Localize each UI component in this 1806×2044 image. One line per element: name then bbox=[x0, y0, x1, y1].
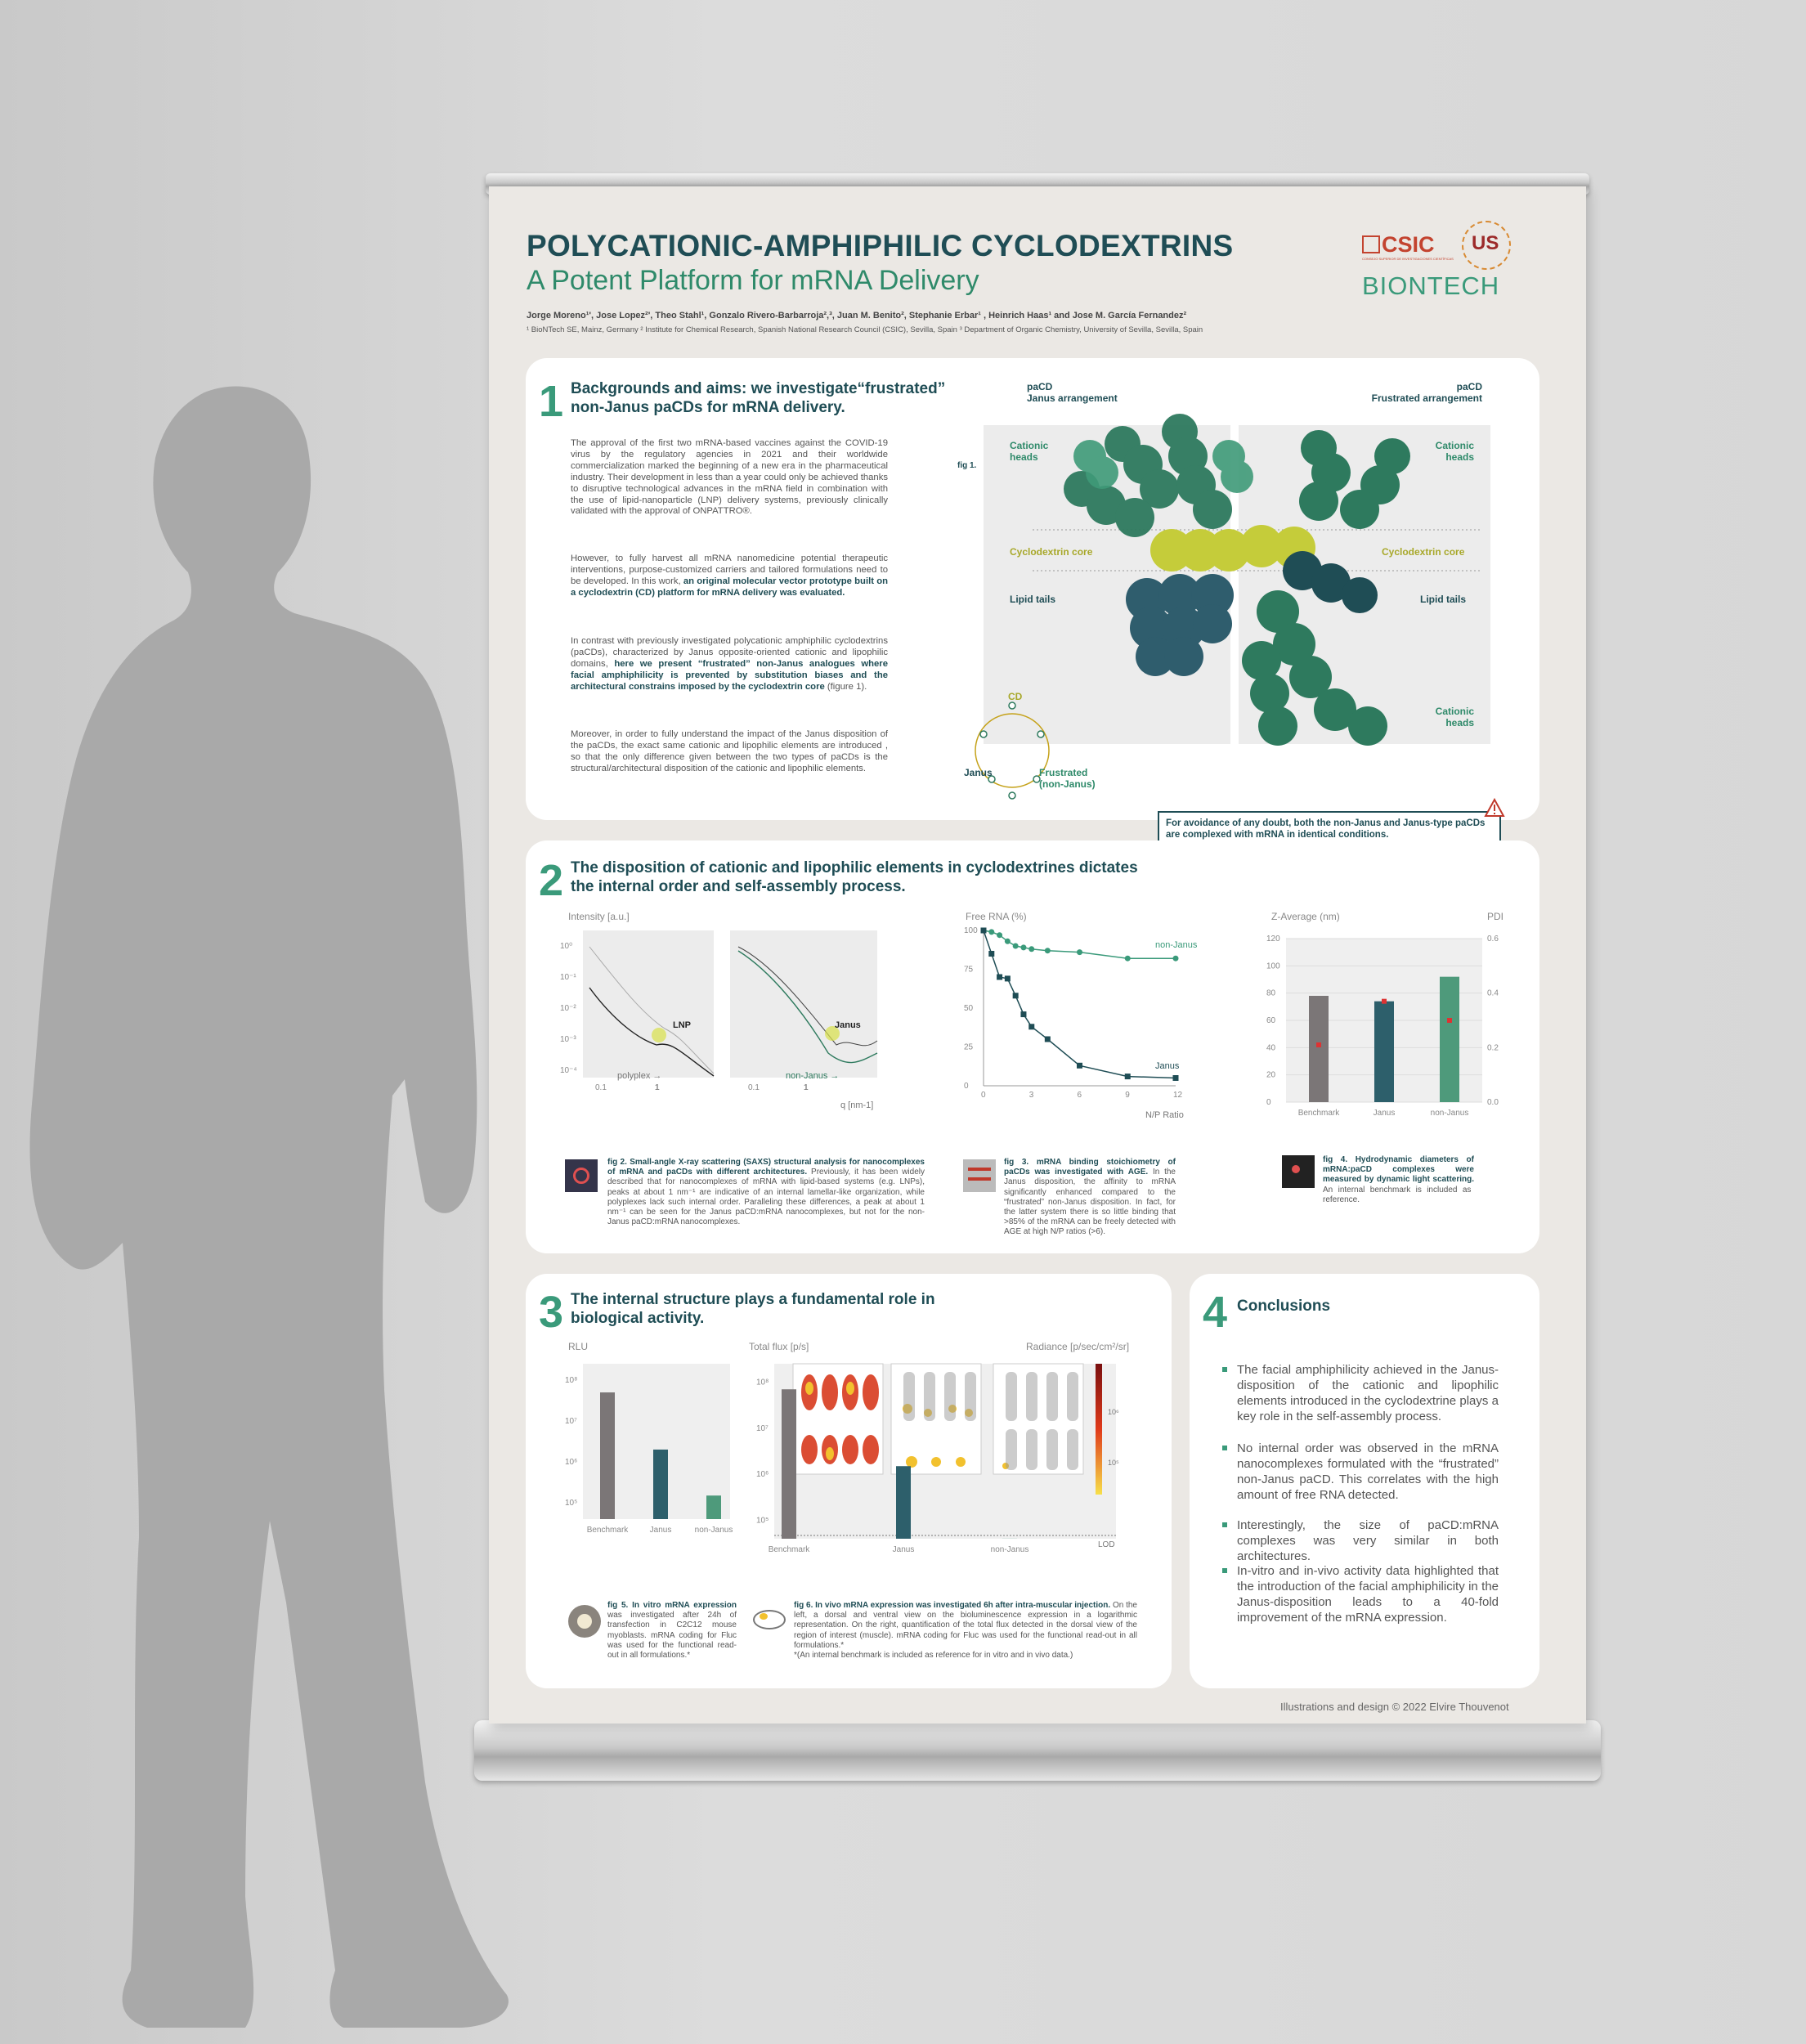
paragraph-1: The approval of the first two mRNA-based vaccines against the COVID-19 virus by the regulatory agencies in 2021 and their worldwide commercialization marked the beginning of a new era in the pharmaceutical industry. Their development in less than a year could only be achieved thanks to disruptive technological advances in the mRNA field in combination with the use of lipid-nanoparticle (LNP) delivery systems, previously clinically validated with the approval of ONPATTRO®. bbox=[571, 438, 888, 517]
fig2-x-tick: 1 bbox=[804, 1083, 809, 1092]
poster-subtitle: A Potent Platform for mRNA Delivery bbox=[527, 265, 979, 296]
fig3-point bbox=[1005, 939, 1011, 944]
us-logo: US bbox=[1462, 221, 1511, 270]
fig2-xlabel: q [nm-1] bbox=[840, 1100, 874, 1110]
poster bbox=[489, 186, 1586, 1724]
section-number: 1 bbox=[539, 377, 564, 426]
conclusion-item: The facial amphiphilicity achieved in the Janus-disposition of the cationic and lipophilic elements introduced in the cyclodextrine plays a key role in the self-assembly process. bbox=[1222, 1362, 1499, 1424]
fig6-chart bbox=[740, 1356, 1132, 1568]
fig4-y-tick: 100 bbox=[1266, 961, 1280, 971]
fig2-y-tick: 10⁻¹ bbox=[560, 973, 576, 982]
section-4-panel bbox=[1190, 1274, 1539, 1688]
fig3-x-tick: 6 bbox=[1077, 1091, 1082, 1100]
biontech-logo: BIONTECH bbox=[1362, 271, 1500, 300]
label-cd: CD bbox=[1008, 691, 1023, 702]
fig3-gel-icon bbox=[963, 1159, 996, 1192]
label-frustrated: Frustrated (non-Janus) bbox=[1039, 767, 1096, 790]
warning-icon bbox=[1484, 798, 1505, 818]
fig4-bar bbox=[1309, 996, 1329, 1102]
fig3-point bbox=[1045, 948, 1051, 953]
fig5-grid-y-tick: 10⁷ bbox=[565, 1417, 577, 1426]
fig3-legend-nonjanus: non-Janus bbox=[1155, 940, 1198, 950]
fig1-right-title: paCD Frustrated arrangement bbox=[1371, 381, 1482, 404]
fig6-bar bbox=[896, 1466, 911, 1539]
fig5-category-label: non-Janus bbox=[694, 1526, 733, 1535]
radiance-tick-2: 10⁵ bbox=[1108, 1459, 1119, 1467]
fig4-bar bbox=[1374, 1002, 1394, 1102]
conclusion-item: In-vitro and in-vivo activity data highlighted that the introduction of the facial amphiphilicity in the Janus-disposition leads to a 40-fold improvement of the mRNA expression. bbox=[1222, 1563, 1499, 1625]
section-heading: Backgrounds and aims: we investigate“frustrated” non-Janus paCDs for mRNA delivery. bbox=[571, 380, 946, 416]
fig6-grid-y-tick: 10⁶ bbox=[756, 1470, 769, 1480]
fig3-y-tick: 75 bbox=[964, 965, 974, 975]
fig3-point bbox=[1020, 944, 1026, 950]
label-cyclodextrin-core-right: Cyclodextrin core bbox=[1382, 546, 1465, 558]
fig3-point bbox=[1077, 1063, 1082, 1069]
fig2-y-tick: 10⁻⁴ bbox=[560, 1066, 577, 1075]
fig5-bar bbox=[653, 1450, 668, 1519]
label-lipid-tails-left: Lipid tails bbox=[1010, 594, 1056, 605]
fig6-mouse-icon bbox=[748, 1605, 789, 1629]
radiance-label: Radiance [p/sec/cm²/sr] bbox=[1026, 1341, 1130, 1352]
label-cationic-heads-bottom: Cationic heads bbox=[1435, 706, 1474, 728]
fig3-point bbox=[997, 932, 1002, 938]
fig3-xlabel: N/P Ratio bbox=[1145, 1110, 1184, 1120]
fig4-y2-tick: 0.2 bbox=[1487, 1043, 1499, 1053]
fig5-bar bbox=[706, 1495, 721, 1519]
fig2-saxs-icon bbox=[565, 1159, 598, 1192]
fig4-category-label: non-Janus bbox=[1430, 1109, 1469, 1118]
fig2-annotation-lnp: LNP bbox=[673, 1020, 691, 1030]
label-lipid-tails-right: Lipid tails bbox=[1420, 594, 1467, 605]
fig3-point bbox=[1013, 944, 1019, 949]
fig3-legend-janus: Janus bbox=[1155, 1061, 1180, 1071]
fig3-point bbox=[1125, 1074, 1131, 1079]
conclusion-item: Interestingly, the size of paCD:mRNA complexes was very similar in both architectures. bbox=[1222, 1517, 1499, 1564]
design-credit: Illustrations and design © 2022 Elvire Thouvenot bbox=[1280, 1701, 1509, 1713]
fig3-point bbox=[1125, 956, 1131, 961]
fig3-point bbox=[1045, 1037, 1051, 1042]
section-2-panel bbox=[526, 840, 1539, 1253]
fig2-caption: fig 2. Small-angle X-ray scattering (SAXS) structural analysis for nanocomplexes of mRNA and paCDs with different architectures. Previously, it has been widely described that for nanocomplexes of mRNA with lipid-based systems (e.g. LNPs), peaks at about 1 nm⁻¹ are indicative of an internal lamellar-like organization, while polyplexes lack such internal order. Paralleling these differences, a peak at about 1 nm⁻¹ can be seen for the Janus paCD:mRNA nanocomplexes, but not for the non-Janus paCD:mRNA nanocomplexes. bbox=[607, 1158, 925, 1227]
section-number: 3 bbox=[539, 1288, 564, 1337]
fig2-chart bbox=[558, 930, 926, 1094]
authors: Jorge Moreno¹', Jose Lopez²', Theo Stahl¹, Gonzalo Rivero-Barbarroja²,³, Juan M. Benito², Stephanie Erbar¹ , Heinrich Haas¹ and Jose M. García Fernandez² bbox=[527, 311, 1187, 320]
fig5-plate-icon bbox=[568, 1605, 601, 1638]
fig1-label: fig 1. bbox=[957, 461, 977, 470]
section-number: 2 bbox=[539, 856, 564, 905]
notice-box: For avoidance of any doubt, both the non-Janus and Janus-type paCDs are complexed with mRNA in identical conditions. bbox=[1158, 811, 1501, 847]
fig1-molecule-illustration bbox=[934, 366, 1507, 808]
fig3-y-tick: 50 bbox=[964, 1004, 974, 1013]
fig3-x-tick: 0 bbox=[981, 1091, 986, 1100]
fig5-chart bbox=[558, 1356, 738, 1552]
fig2-y-tick: 10⁻³ bbox=[560, 1035, 576, 1044]
fig3-x-tick: 9 bbox=[1125, 1091, 1130, 1100]
fig3-caption: fig 3. mRNA binding stoichiometry of paCDs was investigated with AGE. In the Janus disposition, the affinity to mRNA significantly enhanced compared to the “frustrated” non-Janus disposition. In fact, for the latter system there is so little binding that >85% of the mRNA can be freely detected with AGE at high N/P ratios (>6). bbox=[1004, 1158, 1176, 1237]
fig2-y-tick: 10⁻² bbox=[560, 1004, 576, 1013]
section-1-panel bbox=[526, 358, 1539, 840]
fig4-y-tick: 80 bbox=[1266, 988, 1276, 998]
fig3-point bbox=[988, 951, 994, 957]
fig4-y-tick: 20 bbox=[1266, 1070, 1276, 1080]
paragraph-2: However, to fully harvest all mRNA nanomedicine potential therapeutic interventions, purpose-customized carriers and tailored formulations need to be developed. In this work, an original molecular vector prototype built on a cyclodextrin (CD) platform for mRNA delivery was evaluated. bbox=[571, 554, 888, 598]
section-heading: The disposition of cationic and lipophilic elements in cyclodextrines dictates the internal order and self-assembly process. bbox=[571, 859, 1138, 895]
fig6-grid-y-tick: 10⁵ bbox=[756, 1516, 769, 1526]
affiliations: ¹ BioNTech SE, Mainz, Germany ² Institute for Chemical Research, Spanish National Research Council (CSIC), Sevilla, Spain ³ Department of Organic Chemistry, University of Sevilla, Sevilla, Spain bbox=[527, 325, 1203, 334]
fig5-category-label: Janus bbox=[649, 1526, 672, 1535]
paragraph-3: In contrast with previously investigated polycationic amphiphilic cyclodextrins (paCDs), characterized by Janus opposite-oriented cationic and lipophilic domains, here we present “frustrated” non-Janus analogues where facial amphiphilicity is prevented by substitution biases and the architectural constrains imposed by the cyclodextrin core (figure 1). bbox=[571, 636, 888, 692]
poster-title: POLYCATIONIC-AMPHIPHILIC CYCLODEXTRINS bbox=[527, 229, 1234, 262]
fig4-bar bbox=[1440, 977, 1459, 1102]
fig6-category-label: Benchmark bbox=[768, 1545, 810, 1554]
label-cationic-heads-left: Cationic heads bbox=[1010, 440, 1049, 463]
fig5-ylabel: RLU bbox=[568, 1341, 589, 1352]
paragraph-4: Moreover, in order to fully understand the impact of the Janus disposition of the paCDs, the exact same cationic and lipophilic elements are introduced , so that the only difference given between the two types of paCDs is the structural/architectural disposition of the cationic and lipophilic elements. bbox=[571, 729, 888, 773]
fig6-bar bbox=[782, 1389, 796, 1539]
fig3-point bbox=[1028, 1024, 1034, 1029]
fig3-x-tick: 12 bbox=[1173, 1091, 1183, 1100]
fig2-y-tick: 10⁰ bbox=[560, 942, 573, 951]
fig3-point bbox=[1005, 975, 1011, 981]
fig5-category-label: Benchmark bbox=[586, 1526, 629, 1535]
section-number: 4 bbox=[1203, 1288, 1228, 1337]
fig2-x-tick: 0.1 bbox=[748, 1083, 760, 1092]
fig4-y-tick: 60 bbox=[1266, 1016, 1276, 1025]
fig6-caption: fig 6. In vivo mRNA expression was investigated 6h after intra-muscular injection. On the left, a dorsal and ventral view on the bioluminescence expression in a logarithmic representation. On the right, quantification of the total flux detected in the dorsal view of the region of interest (muscle). mRNA coding for Fluc was used for the functional read-out in all formulations.* *(An internal benchmark is included as reference for in vitro and in vivo data.) bbox=[794, 1601, 1137, 1661]
fig3-y-tick: 100 bbox=[964, 926, 978, 935]
fig3-x-tick: 3 bbox=[1028, 1091, 1034, 1100]
fig2-ylabel: Intensity [a.u.] bbox=[568, 911, 630, 922]
fig6-lod-label: LOD bbox=[1098, 1540, 1115, 1549]
fig3-ylabel: Free RNA (%) bbox=[966, 911, 1027, 922]
fig3-point bbox=[1173, 1075, 1179, 1081]
fig6-grid-y-tick: 10⁸ bbox=[756, 1378, 769, 1387]
label-cyclodextrin-core-left: Cyclodextrin core bbox=[1010, 546, 1093, 558]
fig4-y2-tick: 0.6 bbox=[1487, 935, 1499, 944]
section-heading: Conclusions bbox=[1237, 1298, 1331, 1315]
fig5-grid-y-tick: 10⁸ bbox=[565, 1376, 578, 1385]
fig4-y2label: PDI bbox=[1487, 911, 1504, 922]
fig4-chart bbox=[1253, 922, 1523, 1135]
conclusion-item: No internal order was observed in the mRNA nanocomplexes formulated with the “frustrated” non-Janus paCD. This correlates with the high amount of free RNA detected. bbox=[1222, 1441, 1499, 1503]
fig5-bar bbox=[600, 1392, 615, 1519]
fig3-y-tick: 0 bbox=[964, 1082, 969, 1091]
fig6-ylabel: Total flux [p/s] bbox=[749, 1341, 809, 1352]
fig4-y-tick: 40 bbox=[1266, 1043, 1276, 1053]
fig3-point bbox=[1020, 1011, 1026, 1017]
fig5-grid-y-tick: 10⁶ bbox=[565, 1458, 578, 1467]
fig3-point bbox=[1077, 949, 1082, 955]
fig4-pdi-point bbox=[1316, 1042, 1321, 1047]
fig4-pdi-point bbox=[1382, 999, 1387, 1004]
fig2-annotation-polyplex: polyplex → bbox=[617, 1071, 662, 1081]
fig3-point bbox=[1013, 993, 1019, 998]
section-3-panel bbox=[526, 1274, 1172, 1688]
fig4-y2-tick: 0.0 bbox=[1487, 1098, 1499, 1107]
fig3-point bbox=[997, 975, 1002, 980]
fig6-category-label: Janus bbox=[892, 1545, 915, 1554]
fig3-point bbox=[981, 928, 987, 934]
label-cationic-heads-right: Cationic heads bbox=[1435, 440, 1474, 463]
fig6-category-label: non-Janus bbox=[990, 1545, 1029, 1554]
fig4-y2-tick: 0.4 bbox=[1487, 988, 1499, 998]
fig6-grid-y-tick: 10⁷ bbox=[756, 1423, 769, 1433]
section-heading: The internal structure plays a fundamental role in biological activity. bbox=[571, 1291, 935, 1327]
fig3-point bbox=[1028, 946, 1034, 952]
bottom-rod bbox=[474, 1720, 1601, 1781]
fig5-grid-y-tick: 10⁵ bbox=[565, 1499, 578, 1508]
fig4-y-tick: 0 bbox=[1266, 1098, 1271, 1107]
csic-logo: CSIC CONSEJO SUPERIOR DE INVESTIGACIONES CIENTÍFICAS bbox=[1362, 232, 1454, 261]
fig3-point bbox=[1173, 956, 1179, 961]
fig4-dls-icon bbox=[1282, 1155, 1315, 1188]
fig4-caption: fig 4. Hydrodynamic diameters of mRNA:paCD complexes were measured by dynamic light scattering. An internal benchmark is included as reference. bbox=[1323, 1155, 1474, 1204]
fig2-x-tick: 0.1 bbox=[595, 1083, 607, 1092]
fig4-pdi-point bbox=[1447, 1018, 1452, 1023]
fig4-ylabel: Z-Average (nm) bbox=[1271, 911, 1340, 922]
label-janus: Janus bbox=[964, 767, 993, 778]
fig4-y-tick: 120 bbox=[1266, 935, 1280, 944]
fig3-point bbox=[988, 929, 994, 935]
fig4-category-label: Janus bbox=[1373, 1109, 1396, 1118]
fig2-x-tick: 1 bbox=[655, 1083, 660, 1092]
person-silhouette bbox=[0, 376, 523, 2044]
fig3-y-tick: 25 bbox=[964, 1042, 974, 1052]
fig5-caption: fig 5. In vitro mRNA expression was investigated after 24h of transfection in C2C12 mouse myoblasts. mRNA coding for Fluc was used for the functional read-out in all formulations.* bbox=[607, 1601, 737, 1661]
fig2-annotation-nonjanus: non-Janus → bbox=[786, 1071, 840, 1081]
fig2-annotation-janus: Janus bbox=[835, 1020, 861, 1030]
radiance-tick-1: 10⁶ bbox=[1108, 1408, 1119, 1416]
fig4-category-label: Benchmark bbox=[1297, 1109, 1340, 1118]
fig1-left-title: paCD Janus arrangement bbox=[1027, 381, 1118, 404]
